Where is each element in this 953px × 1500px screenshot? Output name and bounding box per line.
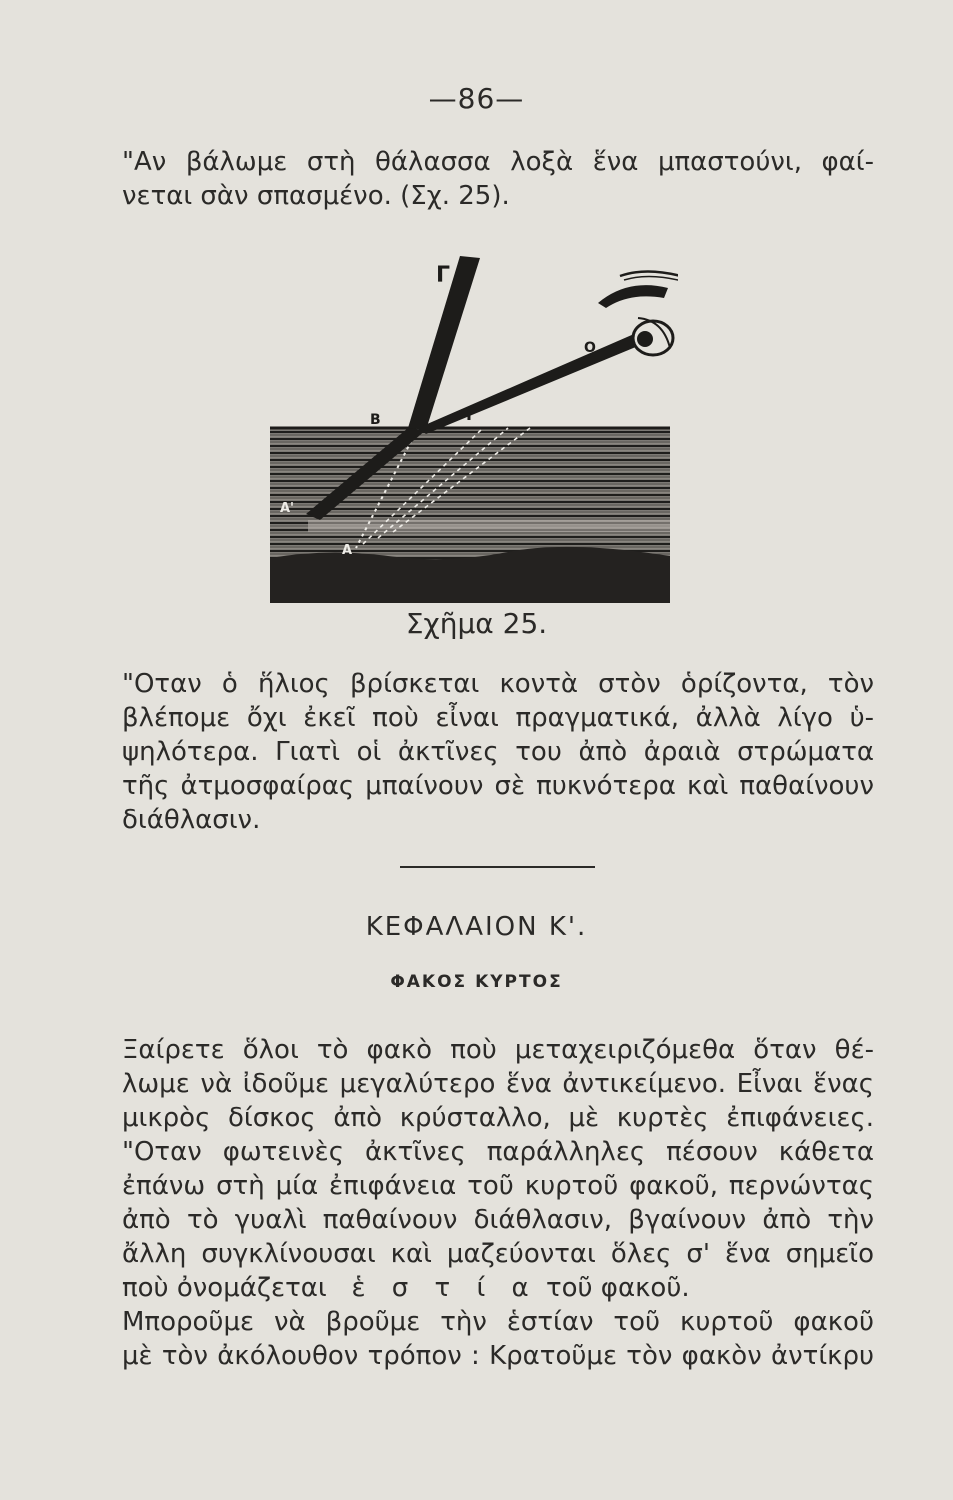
text-line: Ξαίρετε ὅλοι τὸ φακὸ ποὺ μεταχειριζόμεθα ὅταν θέ- <box>122 1035 874 1065</box>
emphasis-word: ἑ σ τ ί α <box>351 1273 538 1303</box>
section-title: ΦΑΚΟΣ ΚΥΡΤΟΣ <box>390 972 563 992</box>
text-line <box>122 1271 874 1305</box>
text-line: Μποροῦμε νὰ βροῦμε τὴν ἑστίαν τοῦ κυρτοῦ φακοῦ <box>122 1307 874 1337</box>
label-i: Ι <box>466 405 472 424</box>
text-line: τῆς ἀτμοσφαίρας μπαίνουν σὲ πυκνότερα καὶ παθαίνουν <box>122 771 874 801</box>
chapter-title: ΚΕΦΑΛΑΙΟΝ Κ'. <box>365 912 588 942</box>
text-line: βλέπομε ὄχι ἐκεῖ ποὺ εἶναι πραγματικά, ἀλλὰ λίγο ὑ- <box>122 703 874 733</box>
sight-line <box>418 334 643 434</box>
text-line: "Οταν ὁ ἥλιος βρίσκεται κοντὰ στὸν ὁρίζοντα, τὸν <box>122 669 874 699</box>
text-line: "Αν βάλωμε στὴ θάλασσα λοξὰ ἕνα μπαστούνι, φαί- <box>122 147 874 177</box>
text-fragment: τοῦ φακοῦ. <box>545 1273 690 1303</box>
text-line: ψηλότερα. Γιατὶ οἱ ἀκτῖνες του ἀπὸ ἀραιὰ στρώματα <box>122 737 874 767</box>
light-band <box>308 520 670 532</box>
paragraph-convex-lens <box>122 1033 874 1373</box>
section-divider <box>400 866 595 868</box>
figure-caption: Σχῆμα 25. <box>405 607 548 640</box>
text-line: μὲ τὸν ἀκόλουθον τρόπον : Κρατοῦμε τὸν φακὸν ἀντίκρυ <box>122 1341 874 1371</box>
label-b: Β <box>370 412 381 428</box>
refraction-figure <box>268 248 678 608</box>
text-line: διάθλασιν. <box>122 805 261 835</box>
eye-icon <box>598 271 678 355</box>
text-fragment: ποὺ ὀνομάζεται <box>122 1273 327 1303</box>
text-line: νεται σὰν σπασμένο. (Σχ. 25). <box>122 181 510 211</box>
text-line: ἀπὸ τὸ γυαλὶ παθαίνουν διάθλασιν, βγαίνουν ἀπὸ τὴν <box>122 1205 874 1235</box>
text-line: ἄλλη συγκλίνουσαι καὶ μαζεύονται ὅλες σ' ἕνα σημεῖο <box>122 1239 874 1269</box>
text-line: "Οταν φωτεινὲς ἀκτῖνες παράλληλες πέσουν κάθετα <box>122 1137 874 1167</box>
page-number: —86— <box>428 82 525 115</box>
text-line: λωμε νὰ ἰδοῦμε μεγαλύτερο ἕνα ἀντικείμενο. Εἶναι ἕνας <box>122 1069 874 1099</box>
label-o: Ο <box>584 340 596 356</box>
refraction-diagram <box>268 248 678 608</box>
text-line: ἐπάνω στὴ μία ἐπιφάνεια τοῦ κυρτοῦ φακοῦ, περνώντας <box>122 1171 874 1201</box>
text-line: μικρὸς δίσκος ἀπὸ κρύσταλλο, μὲ κυρτὲς ἐπιφάνειες. <box>122 1103 874 1133</box>
paragraph-stick-in-sea <box>122 145 874 213</box>
label-gamma: Γ <box>436 263 451 288</box>
label-a-prime: Α' <box>280 501 295 516</box>
paragraph-sun-horizon <box>122 667 874 837</box>
label-a: Α <box>342 543 353 558</box>
